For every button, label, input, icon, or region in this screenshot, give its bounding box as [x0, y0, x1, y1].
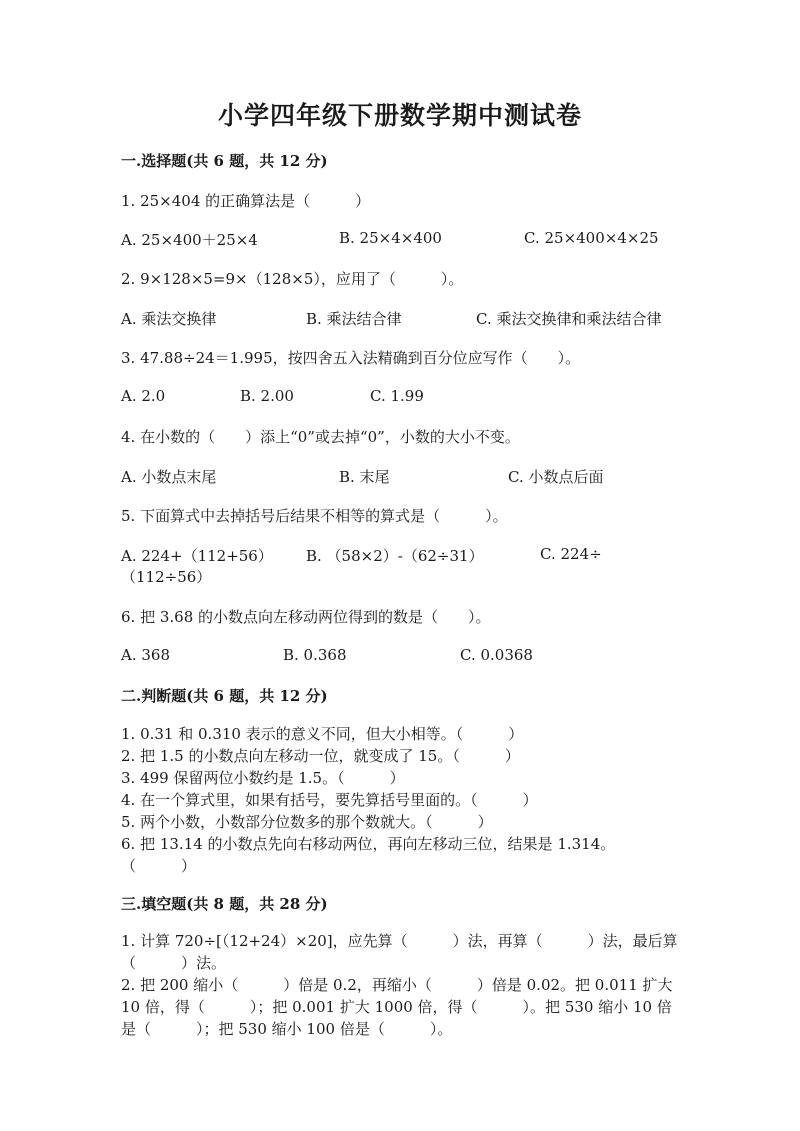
question-text: 2. 9×128×5=9×（128×5），应用了（ ）。: [121, 270, 464, 288]
judge-item-continuation: （ ）: [121, 857, 197, 875]
section-heading-judge: 二.判断题(共 6 题，共 12 分): [121, 687, 328, 705]
question-text: 1. 25×404 的正确算法是（ ）: [121, 192, 371, 210]
fill-item: 2. 把 200 缩小（ ）倍是 0.2，再缩小（ ）倍是 0.02。把 0.011 扩大 10 倍，得（ ）；把 0.001 扩大 1000 倍，得（ ）。把 530 缩小 10 倍是（ ）；把 530 缩小 100 倍是（ ）。: [121, 976, 673, 1038]
option-c-continuation: （112÷56）: [121, 568, 212, 586]
question-text: 4. 在小数的（ ）添上“0”或去掉“0”，小数的大小不变。: [121, 428, 520, 446]
option-c: C. 25×400×4×25: [524, 229, 659, 247]
question-text: 5. 下面算式中去掉括号后结果不相等的算式是（ ）。: [121, 507, 508, 525]
option-b: B. 25×4×400: [339, 229, 442, 247]
option-c: C. 乘法交换律和乘法结合律: [476, 310, 662, 328]
judge-item: 4. 在一个算式里，如果有括号，要先算括号里面的。（ ）: [121, 791, 538, 809]
option-b: B. 乘法结合律: [306, 310, 402, 328]
page-title: 小学四年级下册数学期中测试卷: [217, 101, 582, 130]
judge-item: 5. 两个小数，小数部分位数多的那个数就大。（ ）: [121, 813, 493, 831]
option-a: A. 乘法交换律: [121, 310, 217, 328]
option-a: A. 368: [121, 646, 170, 664]
option-c: C. 224÷: [540, 545, 602, 563]
option-b: B. 末尾: [339, 468, 390, 486]
question-text: 6. 把 3.68 的小数点向左移动两位得到的数是（ ）。: [121, 608, 491, 626]
option-a: A. 小数点末尾: [121, 468, 217, 486]
judge-item: 2. 把 1.5 的小数点向左移动一位，就变成了 15。（ ）: [121, 747, 520, 765]
option-a: A. 224+（112+56）: [121, 547, 273, 565]
section-heading-fill: 三.填空题(共 8 题，共 28 分): [121, 895, 328, 913]
question-text: 3. 47.88÷24＝1.995，按四舍五入法精确到百分位应写作（ ）。: [121, 349, 581, 367]
judge-item: 3. 499 保留两位小数约是 1.5。（ ）: [121, 769, 405, 787]
option-c: C. 0.0368: [460, 646, 533, 664]
option-b: B. 2.00: [240, 387, 294, 405]
option-a: A. 2.0: [121, 387, 166, 405]
option-b: B. （58×2）-（62÷31）: [306, 547, 484, 565]
section-heading-choice: 一.选择题(共 6 题，共 12 分): [121, 152, 328, 170]
option-c: C. 1.99: [370, 387, 424, 405]
fill-item: 1. 计算 720÷[（12+24）×20]，应先算（ ）法，再算（ ）法，最后算（ ）法。: [121, 932, 678, 972]
option-a: A. 25×400＋25×4: [121, 231, 258, 249]
judge-item: 6. 把 13.14 的小数点先向右移动两位，再向左移动三位，结果是 1.314。: [121, 835, 616, 853]
option-c: C. 小数点后面: [508, 468, 604, 486]
option-b: B. 0.368: [283, 646, 347, 664]
judge-item: 1. 0.31 和 0.310 表示的意义不同，但大小相等。（ ）: [121, 725, 524, 743]
